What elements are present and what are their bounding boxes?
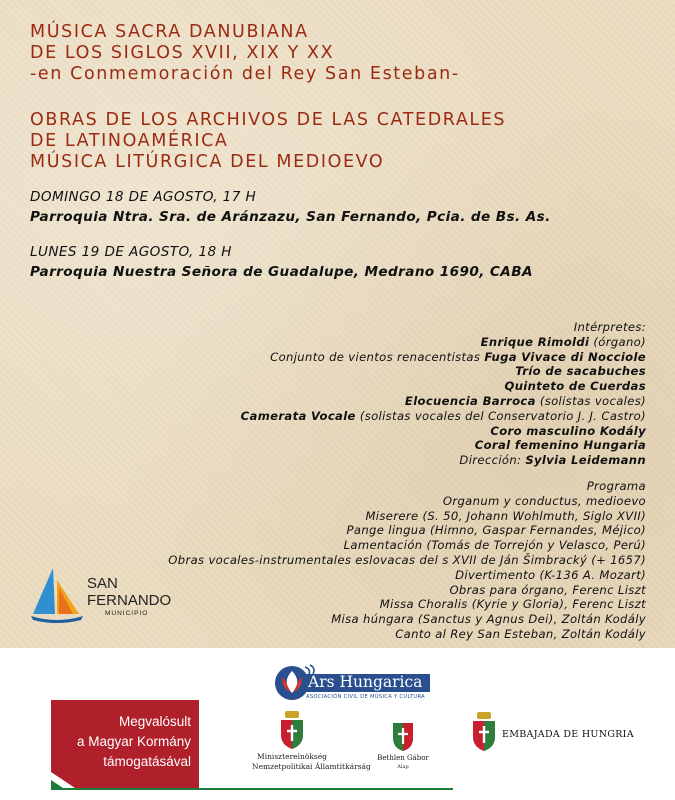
event-date: DOMINGO 18 DE AGOSTO, 17 H <box>30 189 257 205</box>
program-item: Miserere (S. 50, Johann Wohlmuth, Siglo XVII) <box>365 508 646 523</box>
subtitle-line-1: OBRAS DE LOS ARCHIVOS DE LAS CATEDRALES <box>30 110 507 130</box>
program-item: Obras vocales-instrumentales eslovacas del s XVII de Ján Šimbracký (+ 1657) <box>168 552 646 567</box>
performer-row: Trío de sacabuches <box>515 364 646 379</box>
san-fernando-text: SAN FERNANDO MUNICIPIO <box>87 575 172 617</box>
program-item: Misa húngara (Sanctus y Agnus Dei), Zoltán Kodály <box>331 612 646 627</box>
title-line-3: -en Conmemoración del Rey San Esteban- <box>30 64 460 84</box>
performer-row: Enrique Rimoldi (órgano) <box>480 334 646 349</box>
title-line-2: DE LOS SIGLOS XVII, XIX Y XX <box>30 43 335 63</box>
performer-row: Coro masculino Kodály <box>490 423 646 438</box>
title-line-1: MÚSICA SACRA DANUBIANA <box>30 22 309 42</box>
corner-stripe-icon <box>51 748 91 788</box>
program-item: Canto al Rey San Esteban, Zoltán Kodály <box>395 626 646 641</box>
ars-hungarica-name: Ars Hungarica <box>308 673 423 691</box>
performer-row: Camerata Vocale (solistas vocales del Conservatorio J. J. Castro) <box>240 408 646 423</box>
san-fernando-logo <box>29 566 179 626</box>
event-date: LUNES 19 DE AGOSTO, 18 H <box>30 244 232 260</box>
event-place: Parroquia Ntra. Sra. de Aránzazu, San Fernando, Pcia. de Bs. As. <box>30 209 551 225</box>
title-block <box>30 22 460 85</box>
performers-list <box>241 320 646 468</box>
performer-row: Conjunto de vientos renacentistas Fuga Vivace di Nocciole <box>270 349 646 364</box>
performers-heading: Intérpretes: <box>573 320 646 334</box>
program-heading: Programa <box>586 479 646 493</box>
green-rule <box>51 788 453 790</box>
ars-hungarica-logo <box>270 663 430 703</box>
program-item: Missa Choralis (Kyrie y Gloria), Ferenc Liszt <box>379 597 646 612</box>
program-item: Divertimento (K-136 A. Mozart) <box>455 567 646 582</box>
performer-row: Coral femenino Hungaria <box>474 438 646 453</box>
sponsor-footer <box>0 648 675 800</box>
bethlen-gabor-text: Bethlen Gábor Alap <box>377 754 429 770</box>
embassy-coat-of-arms-icon <box>471 712 497 752</box>
subtitle-line-3: MÚSICA LITÚRGICA DEL MEDIOEVO <box>30 152 385 172</box>
ars-hungarica-tagline: ASOCIACIÓN CIVIL DE MÚSICA Y CULTURA <box>306 694 426 700</box>
program-list <box>168 479 646 642</box>
event-1 <box>30 187 551 227</box>
ministry-text: Miniszterelnökség Nemzetpolitikai Államtitkárság <box>252 752 371 771</box>
performer-row: Quinteto de Cuerdas <box>504 379 646 394</box>
performer-row: Elocuencia Barroca (solistas vocales) <box>404 393 646 408</box>
subtitle-block <box>30 110 506 173</box>
program-item: Obras para órgano, Ferenc Liszt <box>449 582 646 597</box>
program-item: Pange lingua (Himno, Gaspar Fernandes, Méjico) <box>346 523 646 538</box>
performer-row: Dirección: Sylvia Leidemann <box>459 453 646 468</box>
event-place: Parroquia Nuestra Señora de Guadalupe, Medrano 1690, CABA <box>30 264 533 280</box>
government-support-box: Megvalósult a Magyar Kormány támogatásával <box>51 700 199 788</box>
bethlen-gabor-shield-icon <box>392 722 414 752</box>
program-item: Organum y conductus, medioevo <box>442 493 646 508</box>
embassy-name: EMBAJADA DE HUNGRIA <box>502 729 634 740</box>
subtitle-line-2: DE LATINOAMÉRICA <box>30 131 229 151</box>
program-item: Lamentación (Tomás de Torrejón y Velasco, Perú) <box>343 538 646 553</box>
sailboat-icon <box>29 566 85 624</box>
hungarian-coat-of-arms-icon <box>279 711 305 749</box>
event-2 <box>30 242 533 282</box>
